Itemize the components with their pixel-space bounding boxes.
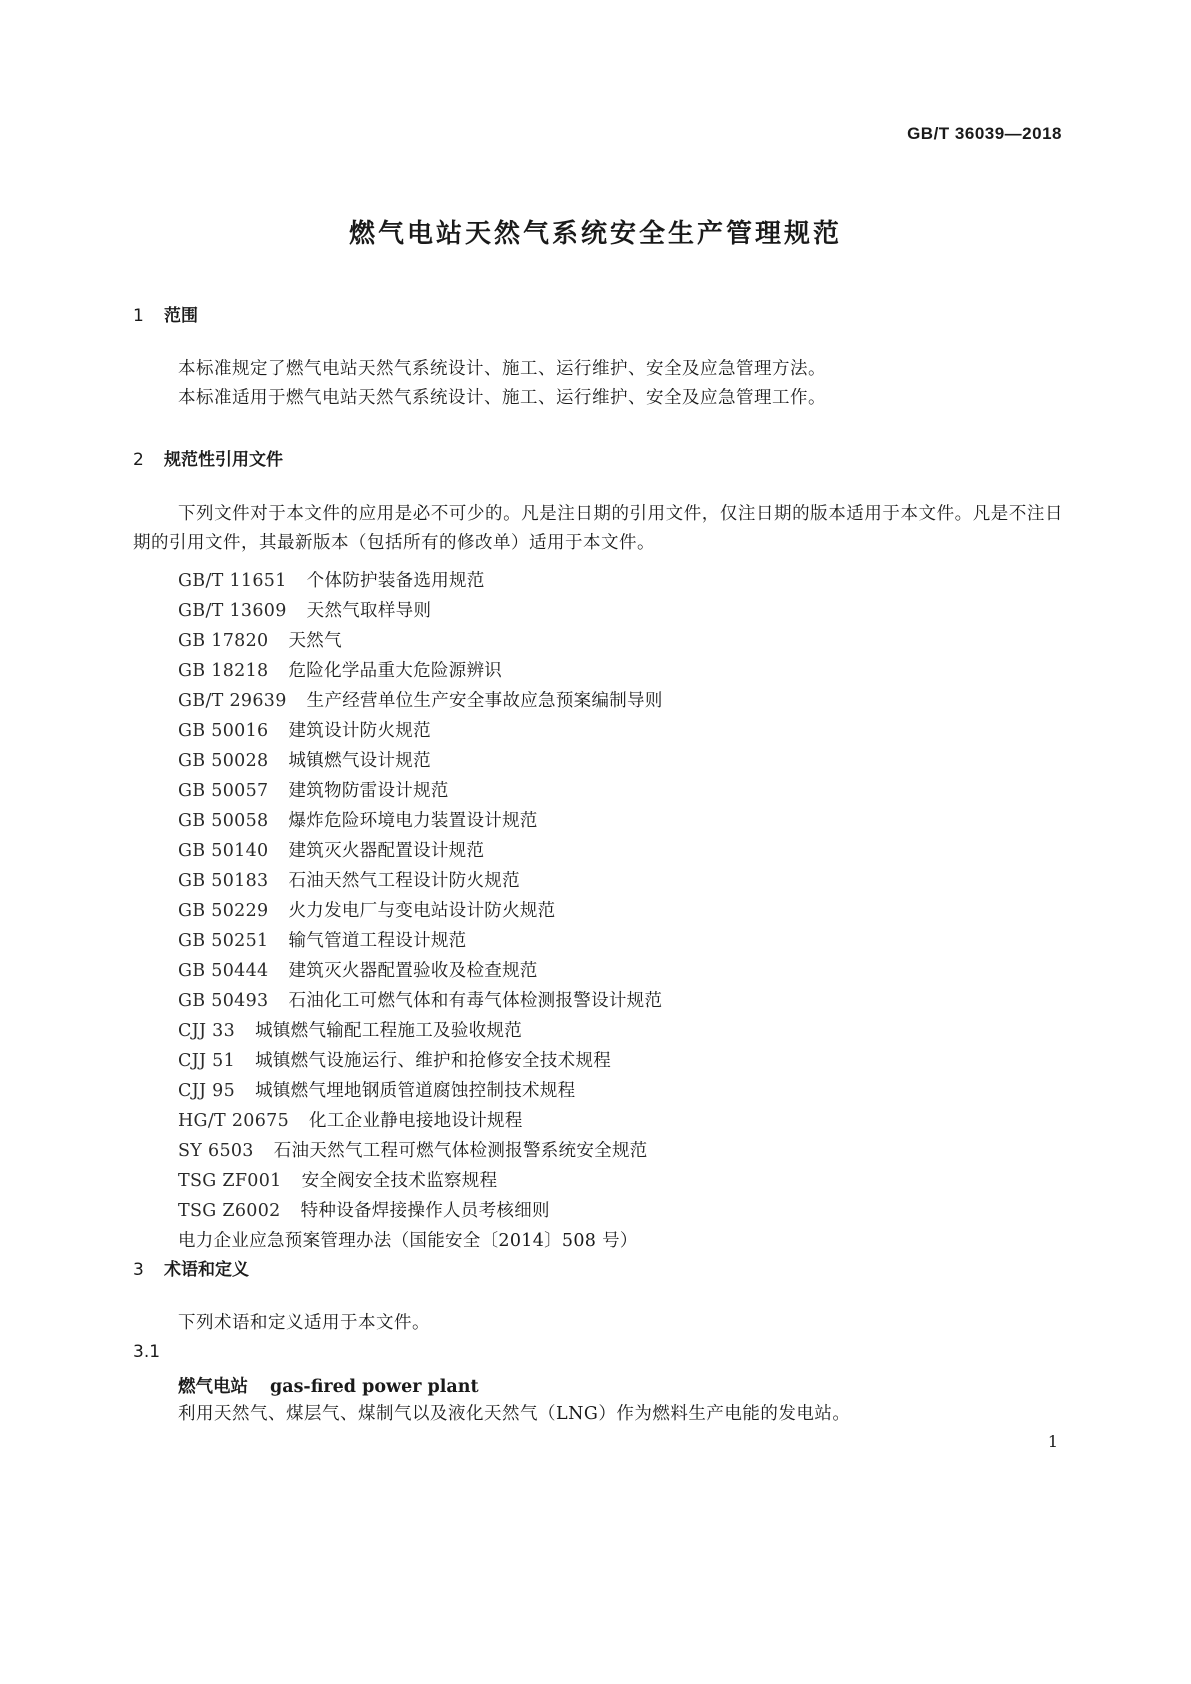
reference-title: 建筑物防雷设计规范 (288, 781, 449, 801)
reference-code: CJJ 95 (178, 1081, 236, 1101)
reference-code: GB 50444 (178, 961, 269, 981)
reference-item (178, 1076, 663, 1106)
reference-code: GB 50251 (178, 931, 269, 951)
standard-number: GB/T 36039—2018 (907, 124, 1062, 143)
reference-item (178, 596, 663, 626)
term-number: 3.1 (133, 1342, 161, 1362)
reference-title: 石油化工可燃气体和有毒气体检测报警设计规范 (288, 991, 663, 1011)
reference-title: 城镇燃气输配工程施工及验收规范 (255, 1021, 523, 1041)
reference-title: 城镇燃气设计规范 (288, 751, 431, 771)
reference-title: 输气管道工程设计规范 (288, 931, 467, 951)
reference-item (178, 656, 663, 686)
reference-code: GB 17820 (178, 631, 269, 651)
reference-item (178, 686, 663, 716)
reference-code: CJJ 33 (178, 1021, 236, 1041)
term-english: gas-fired power plant (270, 1377, 479, 1397)
reference-title: 生产经营单位生产安全事故应急预案编制导则 (306, 691, 663, 711)
section-title: 规范性引用文件 (164, 450, 283, 470)
reference-item (178, 1046, 663, 1076)
terms-intro: 下列术语和定义适用于本文件。 (178, 1313, 430, 1333)
section-3-heading (133, 1255, 249, 1280)
reference-title: 石油天然气工程可燃气体检测报警系统安全规范 (273, 1141, 648, 1161)
reference-code: GB 50016 (178, 721, 269, 741)
reference-title: 石油天然气工程设计防火规范 (288, 871, 520, 891)
reference-code: GB 50183 (178, 871, 269, 891)
reference-item (178, 1166, 663, 1196)
reference-title: 建筑设计防火规范 (288, 721, 431, 741)
reference-title: 城镇燃气埋地钢质管道腐蚀控制技术规程 (255, 1081, 576, 1101)
reference-item (178, 986, 663, 1016)
page-number: 1 (1047, 1432, 1058, 1451)
reference-code: GB 50493 (178, 991, 269, 1011)
reference-title: 特种设备焊接操作人员考核细则 (300, 1201, 550, 1221)
scope-paragraph-2: 本标准适用于燃气电站天然气系统设计、施工、运行维护、安全及应急管理工作。 (178, 388, 826, 408)
section-number: 2 (133, 450, 144, 470)
scope-paragraph-1: 本标准规定了燃气电站天然气系统设计、施工、运行维护、安全及应急管理方法。 (178, 359, 826, 379)
term-definition: 利用天然气、煤层气、煤制气以及液化天然气（LNG）作为燃料生产电能的发电站。 (178, 1404, 851, 1424)
reference-title: 天然气取样导则 (306, 601, 432, 621)
reference-title: 化工企业静电接地设计规程 (309, 1111, 523, 1131)
reference-item (178, 1106, 663, 1136)
reference-title: 城镇燃气设施运行、维护和抢修安全技术规程 (255, 1051, 612, 1071)
reference-code: GB 50058 (178, 811, 269, 831)
reference-code: GB 18218 (178, 661, 269, 681)
reference-item (178, 896, 663, 926)
reference-code: HG/T 20675 (178, 1111, 290, 1131)
reference-title: 建筑灭火器配置验收及检查规范 (288, 961, 538, 981)
reference-code: CJJ 51 (178, 1051, 236, 1071)
page-title: 燃气电站天然气系统安全生产管理规范 (348, 219, 842, 249)
section-1-heading (133, 301, 198, 326)
reference-item (178, 836, 663, 866)
reference-code: GB/T 11651 (178, 571, 287, 591)
reference-item (178, 926, 663, 956)
reference-item (178, 1016, 663, 1046)
reference-code: GB/T 13609 (178, 601, 287, 621)
reference-title: 安全阀安全技术监察规程 (301, 1171, 498, 1191)
reference-title: 天然气 (288, 631, 342, 651)
reference-item (178, 716, 663, 746)
section-number: 3 (133, 1260, 144, 1280)
section-title: 术语和定义 (164, 1260, 249, 1280)
section-number: 1 (133, 306, 144, 326)
reference-code: TSG ZF001 (178, 1171, 282, 1191)
reference-item (178, 776, 663, 806)
reference-code: GB 50140 (178, 841, 269, 861)
section-2-heading (133, 445, 283, 470)
reference-code: GB/T 29639 (178, 691, 287, 711)
reference-item (178, 746, 663, 776)
reference-title: 爆炸危险环境电力装置设计规范 (288, 811, 538, 831)
reference-item (178, 1226, 663, 1256)
reference-title: 个体防护装备选用规范 (306, 571, 485, 591)
reference-title: 火力发电厂与变电站设计防火规范 (288, 901, 556, 921)
reference-item (178, 1196, 663, 1226)
term-chinese: 燃气电站 (178, 1377, 248, 1397)
reference-code: GB 50028 (178, 751, 269, 771)
reference-item (178, 866, 663, 896)
reference-item (178, 956, 663, 986)
normative-references-intro: 下列文件对于本文件的应用是必不可少的。凡是注日期的引用文件，仅注日期的版本适用于本文件。凡是不注日期的引用文件，其最新版本（包括所有的修改单）适用于本文件。 (133, 504, 1063, 553)
reference-item (178, 566, 663, 596)
reference-code: GB 50057 (178, 781, 269, 801)
term-entry (178, 1373, 479, 1398)
reference-title: 建筑灭火器配置设计规范 (288, 841, 485, 861)
reference-list (178, 566, 663, 1256)
reference-code: SY 6503 (178, 1141, 254, 1161)
reference-title: 危险化学品重大危险源辨识 (288, 661, 503, 681)
reference-code: TSG Z6002 (178, 1201, 281, 1221)
reference-item (178, 1136, 663, 1166)
reference-title: 电力企业应急预案管理办法（国能安全〔2014〕508 号） (178, 1231, 638, 1251)
reference-item (178, 806, 663, 836)
section-title: 范围 (164, 306, 198, 326)
reference-code: GB 50229 (178, 901, 269, 921)
reference-item (178, 626, 663, 656)
